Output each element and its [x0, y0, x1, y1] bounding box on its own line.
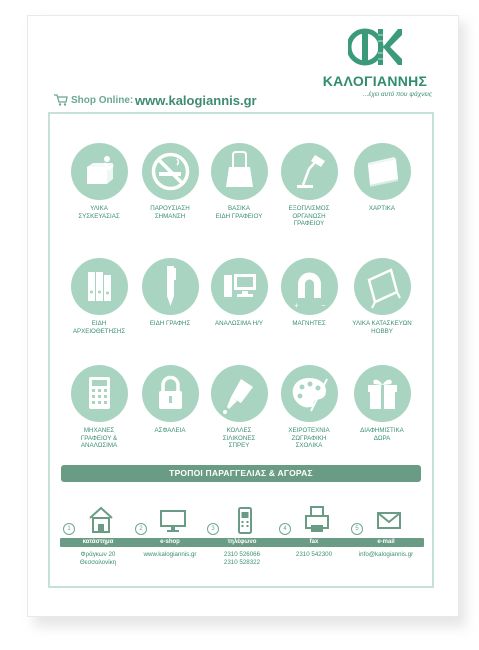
- archive-binders-icon: [71, 258, 128, 315]
- pen-icon: [142, 258, 199, 315]
- contact-label: τηλέφωνο: [204, 538, 280, 547]
- category-circle: [142, 258, 199, 315]
- gift-icon: [354, 365, 411, 422]
- contact-label: κατάστημα: [60, 538, 136, 547]
- calculator-icon: [71, 365, 128, 422]
- category-office-basics[interactable]: [200, 143, 278, 220]
- category-filing[interactable]: [60, 258, 138, 335]
- glue-icon: [211, 365, 268, 422]
- store-icon: [87, 505, 115, 535]
- category-circle: [71, 365, 128, 422]
- computer-icon: [211, 258, 268, 315]
- contact-value: Φράγκων 20 Θεσσαλονίκη: [79, 551, 117, 567]
- cart-icon: [54, 94, 68, 106]
- category-label: ΥΛΙΚΑ ΣΥΣΚΕΥΑΣΙΑΣ: [78, 205, 120, 220]
- padlock-icon: [142, 365, 199, 422]
- palette-icon: [281, 365, 338, 422]
- category-signage[interactable]: [131, 143, 209, 220]
- category-label: ΕΙΔΗ ΑΡΧΕΙΟΘΕΤΗΣΗΣ: [72, 320, 126, 335]
- category-label: ΕΙΔΗ ΓΡΑΦΗΣ: [149, 320, 191, 327]
- contact-label: e-shop: [132, 538, 208, 547]
- contact-number: 2: [135, 523, 147, 535]
- brand-name: ΚΑΛΟΓΙΑΝΝΗΣ: [322, 73, 428, 89]
- no-smoking-sign-icon: [142, 143, 199, 200]
- contact-number: 4: [279, 523, 291, 535]
- monitor-icon: [159, 505, 187, 535]
- binder-clip-icon: [211, 143, 268, 200]
- brand-logo-mark-icon: [348, 25, 402, 69]
- shop-online-url[interactable]: www.kalogiannis.gr: [135, 93, 257, 108]
- category-writing[interactable]: [131, 258, 209, 328]
- category-circle: [354, 258, 411, 315]
- ordering-methods-banner: ΤΡΟΠΟΙ ΠΑΡΑΓΓΕΛΙΑΣ & ΑΓΟΡΑΣ: [61, 465, 421, 482]
- paper-stack-icon: [354, 143, 411, 200]
- envelope-icon: [375, 505, 403, 535]
- contact-number: 5: [351, 523, 363, 535]
- contact-label: fax: [276, 538, 352, 547]
- category-label: ΑΣΦΑΛΕΙΑ: [154, 427, 186, 434]
- category-label: ΜΗΧΑΝΕΣ ΓΡΑΦΕΙΟΥ & ΑΝΑΛΩΣΙΜΑ: [80, 427, 118, 450]
- category-packaging[interactable]: [60, 143, 138, 220]
- category-promo-gifts[interactable]: [343, 365, 421, 442]
- category-label: ΚΟΛΛΕΣ ΣΙΛΙΚΟΝΕΣ ΣΠΡΕΥ: [222, 427, 256, 450]
- category-label: ΔΙΑΦΗΜΙΣΤΙΚΑ ΔΩΡΑ: [360, 427, 404, 442]
- brand-logo: [318, 25, 432, 125]
- category-circle: [211, 258, 268, 315]
- contact-value: 2310 526066 2310 528322: [223, 551, 261, 567]
- category-label: ΧΕΙΡΟΤΕΧΝΙΑ ΖΩΓΡΑΦΙΚΗ ΣΧΟΛΙΚΑ: [288, 427, 330, 450]
- category-label: ΕΞΟΠΛΙΣΜΟΣ ΟΡΓΑΝΩΣΗ ΓΡΑΦΕΙΟΥ: [288, 205, 330, 228]
- packaging-icon: [71, 143, 128, 200]
- magnet-icon: [281, 258, 338, 315]
- category-circle: [142, 143, 199, 200]
- svg-text:+: +: [293, 301, 299, 310]
- category-glues[interactable]: [200, 365, 278, 450]
- category-hobby[interactable]: [343, 258, 421, 335]
- category-paper[interactable]: [343, 143, 421, 213]
- category-office-machines[interactable]: [60, 365, 138, 450]
- category-circle: [71, 143, 128, 200]
- category-circle: [281, 365, 338, 422]
- category-label: ΜΑΓΝΗΤΕΣ: [292, 320, 326, 327]
- contact-number: 3: [207, 523, 219, 535]
- category-label: ΧΑΡΤΙΚΑ: [368, 205, 396, 212]
- category-crafts[interactable]: [270, 365, 348, 450]
- category-label: ΥΛΙΚΑ ΚΑΤΑΣΚΕΥΩΝ HOBBY: [352, 320, 412, 335]
- category-label: ΠΑΡΟΥΣΙΑΣΗ ΣΗΜΑΝΣΗ: [150, 205, 190, 220]
- category-security[interactable]: [131, 365, 209, 435]
- category-circle: [354, 365, 411, 422]
- svg-text:−: −: [320, 301, 326, 310]
- desk-lamp-icon: [281, 143, 338, 200]
- category-circle: [281, 258, 338, 315]
- contact-label: e-mail: [348, 538, 424, 547]
- contact-value: 2310 542300: [295, 551, 333, 558]
- category-circle: [211, 143, 268, 200]
- category-magnets[interactable]: [270, 258, 348, 328]
- category-circle: [281, 143, 338, 200]
- contact-number: 1: [63, 523, 75, 535]
- phone-icon: [231, 505, 259, 535]
- brand-slogan: ...έχει αυτό που ψάχνεις: [362, 91, 432, 98]
- category-circle: [142, 365, 199, 422]
- craft-frame-icon: [354, 258, 411, 315]
- category-circle: [71, 258, 128, 315]
- category-circle: [211, 365, 268, 422]
- category-label: ΒΑΣΙΚΑ ΕΙΔΗ ΓΡΑΦΕΙΟΥ: [215, 205, 263, 220]
- category-office-equipment[interactable]: [270, 143, 348, 228]
- category-pc-supplies[interactable]: [200, 258, 278, 328]
- contact-value: info@kalogiannis.gr: [358, 551, 414, 558]
- category-circle: [354, 143, 411, 200]
- shop-online-label: Shop Online:: [71, 95, 134, 106]
- category-label: ΑΝΑΛΩΣΙΜΑ Η/Υ: [215, 320, 263, 327]
- fax-icon: [303, 505, 331, 535]
- contact-value: www.kalogiannis.gr: [143, 551, 197, 558]
